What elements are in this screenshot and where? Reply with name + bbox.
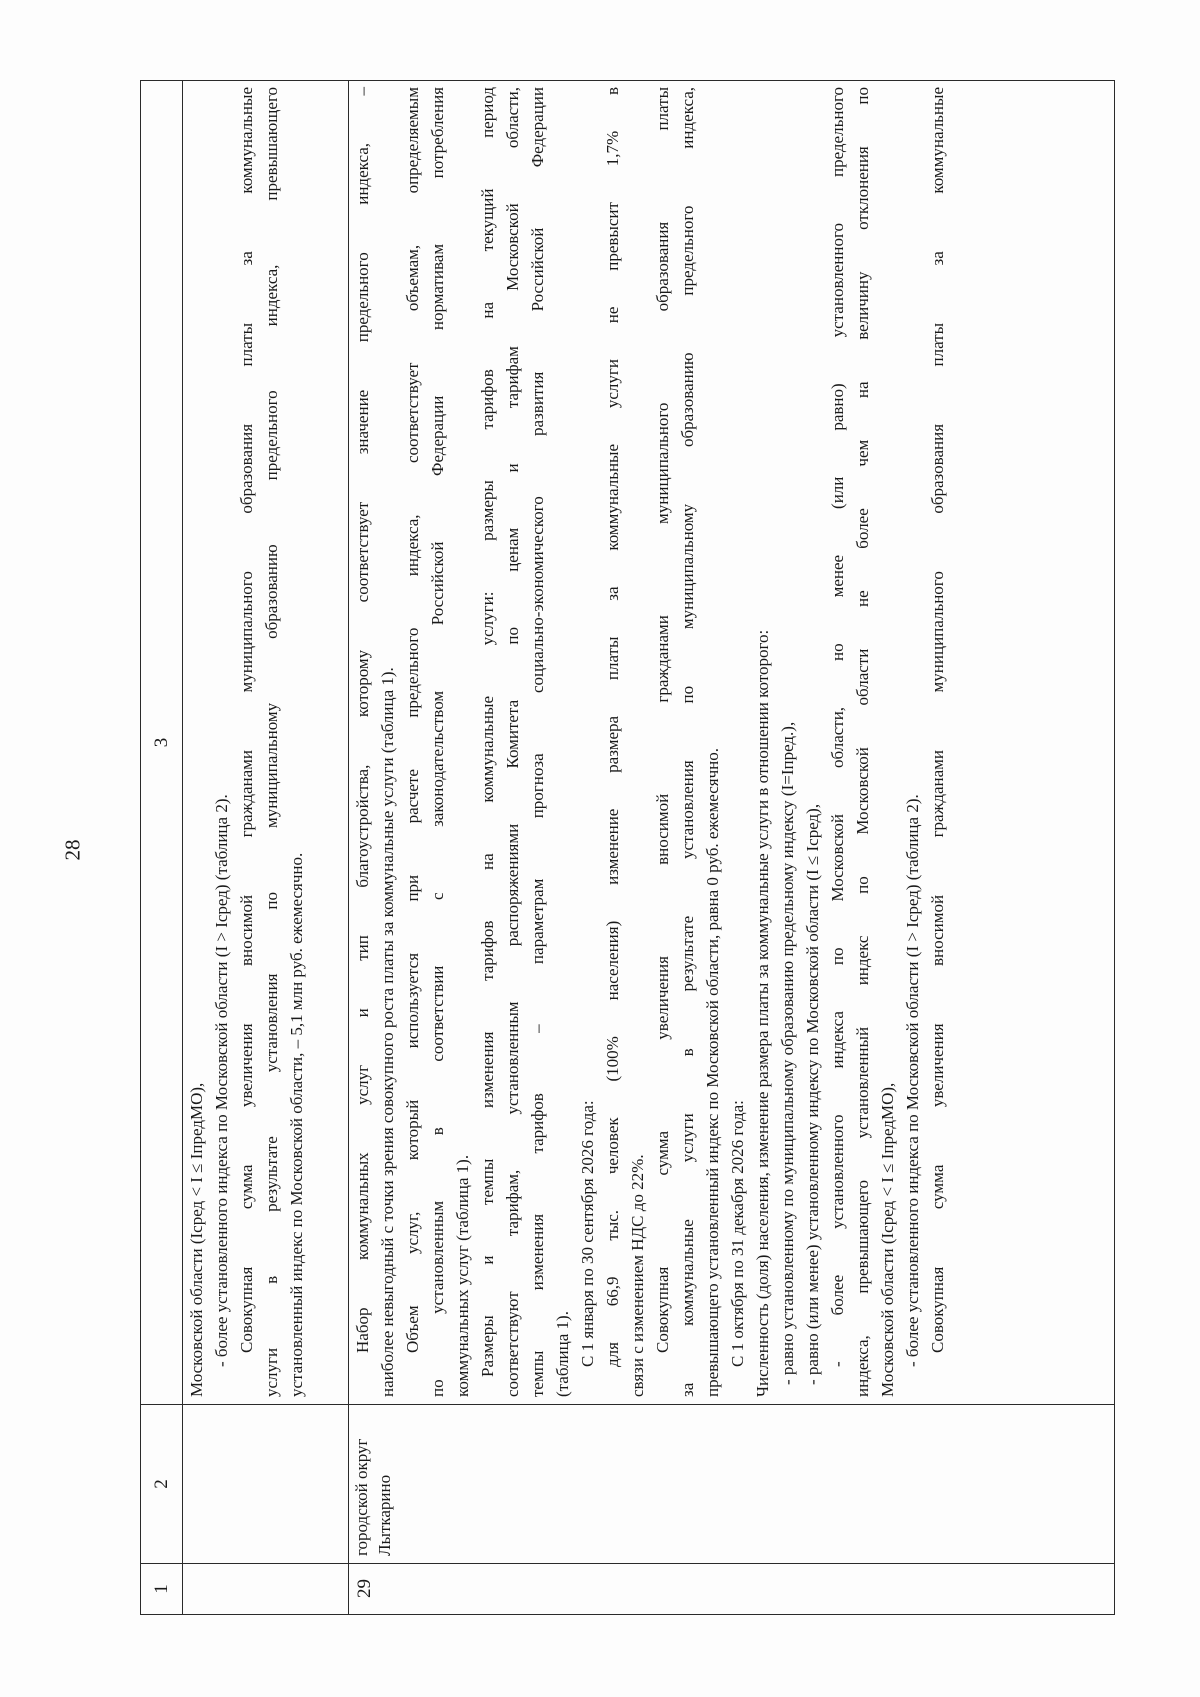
text-line: С 1 января по 30 сентября 2026 года: bbox=[577, 1100, 597, 1367]
text-line: С 1 октября по 31 декабря 2026 года: bbox=[727, 1100, 747, 1367]
table-row bbox=[349, 81, 1115, 1615]
text-line: Московской области (Iсред < I ≤ IпредМО), bbox=[877, 1082, 897, 1397]
territory-cell bbox=[349, 1405, 1115, 1564]
text-line: связи с изменением НДС до 22%. bbox=[627, 1154, 647, 1397]
text-line: Совокупная сумма увеличения вносимой гражданами муниципального образования платы за коммунальные bbox=[236, 87, 256, 1353]
row-number-cell: 29 bbox=[349, 1564, 1115, 1615]
text-line: услуги в результате установления по муниципальному образованию предельного индекса, превышающего bbox=[261, 87, 281, 1397]
text-line: наиболее невыгодный с точки зрения совокупного роста платы за коммунальные услуги (таблица 1). bbox=[377, 667, 397, 1397]
page-number: 28 bbox=[60, 839, 85, 861]
text-line: - равно (или менее) установленному индексу по Московской области (I ≤ Iсред), bbox=[802, 803, 822, 1385]
text-line: индекса, превышающего установленный индекс по Московской области не более чем на величину отклонения по bbox=[852, 87, 872, 1397]
text-line: (таблица 1). bbox=[552, 1311, 572, 1397]
text-line: - равно установленному по муниципальному образованию предельному индексу (I=Iпред.), bbox=[777, 721, 797, 1385]
header-col-3: 3 bbox=[141, 81, 183, 1405]
text-line: за коммунальные услуги в результате установления по муниципальному образованию предельного индекса, bbox=[677, 87, 697, 1397]
regulation-table bbox=[140, 80, 1115, 1615]
text-line: коммунальных услуг (таблица 1). bbox=[452, 1154, 472, 1397]
header-col-2: 2 bbox=[141, 1405, 183, 1564]
territory-line: городской округ bbox=[352, 1438, 371, 1556]
text-line: Размеры и темпы изменения тарифов на коммунальные услуги: размеры тарифов на текущий период bbox=[477, 87, 497, 1377]
rotated-table-container bbox=[140, 80, 1115, 1615]
text-line: Совокупная сумма увеличения вносимой гражданами муниципального образования платы bbox=[652, 87, 672, 1353]
text-line: Совокупная сумма увеличения вносимой гражданами муниципального образования платы за коммунальные bbox=[927, 87, 947, 1353]
text-line: - более установленного индекса по Московской области, но менее (или равно) установленного предельного bbox=[827, 87, 847, 1367]
text-line: - более установленного индекса по Московской области (I > Iсред) (таблица 2). bbox=[902, 794, 922, 1367]
table-row bbox=[183, 81, 349, 1615]
text-line: Набор коммунальных услуг и тип благоустройства, которому соответствует значение предельного индекса, – bbox=[353, 87, 372, 1353]
header-col-1: 1 bbox=[141, 1564, 183, 1615]
row-number-cell bbox=[183, 1564, 349, 1615]
text-line: Московской области (Iсред < I ≤ IпредМО), bbox=[187, 1082, 206, 1397]
description-cell bbox=[349, 81, 1115, 1405]
text-line: превышающего установленный индекс по Московской области, равна 0 руб. ежемесячно. bbox=[702, 748, 722, 1397]
table-header-row bbox=[141, 81, 183, 1615]
description-cell bbox=[183, 81, 349, 1405]
text-line: установленный индекс по Московской области, – 5,1 млн руб. ежемесячно. bbox=[286, 852, 306, 1397]
text-line: Объем услуг, который используется при расчете предельного индекса, соответствует объемам, определяемым bbox=[402, 87, 422, 1353]
territory-line: Лыткарино bbox=[374, 1474, 394, 1556]
text-line: - более установленного индекса по Московской области (I > Iсред) (таблица 2). bbox=[211, 794, 231, 1367]
text-line: темпы изменения тарифов – параметрам прогноза социально-экономического развития Российской Федерации bbox=[527, 87, 547, 1397]
text-line: Численность (доля) населения, изменение размера платы за коммунальные услуги в отношении которого: bbox=[752, 629, 772, 1397]
territory-cell bbox=[183, 1405, 349, 1564]
text-line: соответствуют тарифам, установленным распоряжениями Комитета по ценам и тарифам Московской области, bbox=[502, 87, 522, 1397]
text-line: для 66,9 тыс. человек (100% населения) изменение размера платы за коммунальные услуги не превысит 1,7% в bbox=[602, 87, 622, 1367]
text-line: по установленным в соответствии с законодательством Российской Федерации нормативам потребления bbox=[427, 87, 447, 1397]
